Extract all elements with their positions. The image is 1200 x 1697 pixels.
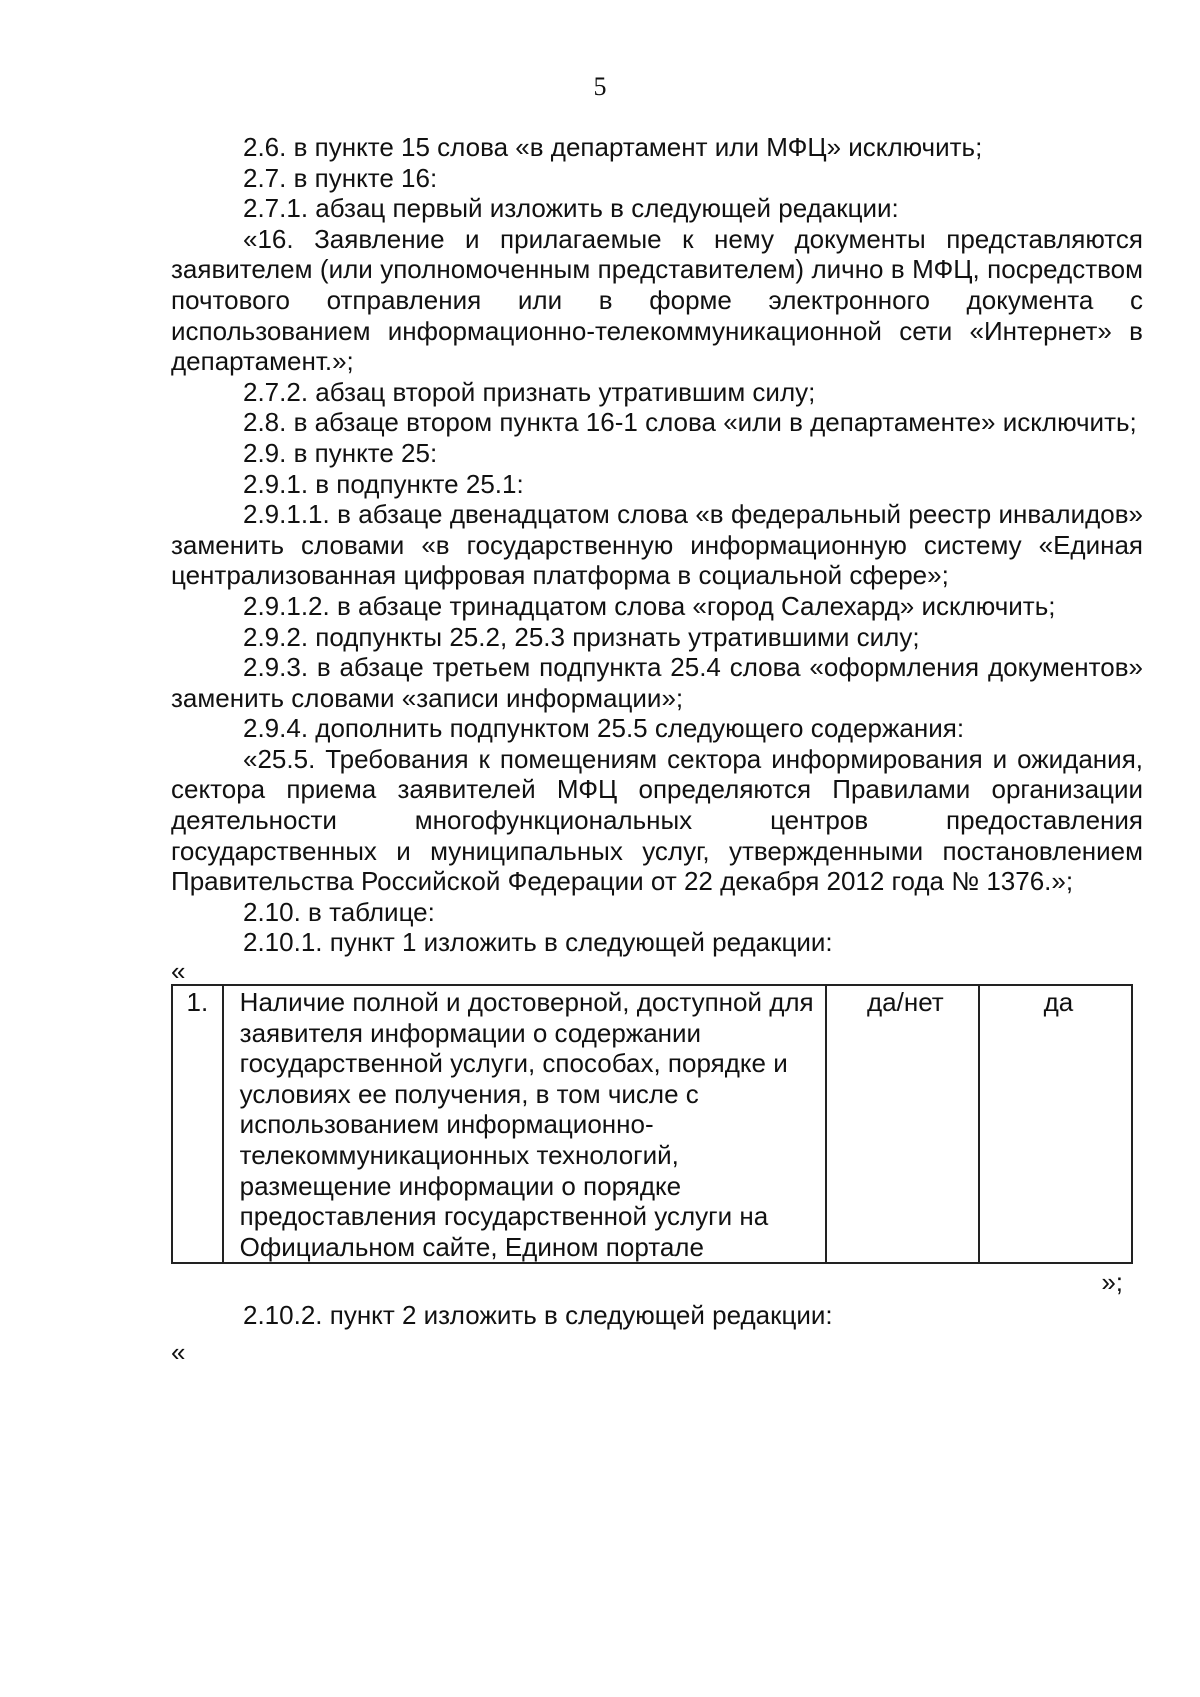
norm-value-cell: да bbox=[979, 985, 1132, 1263]
paragraph: 2.9.1. в подпункте 25.1: bbox=[243, 468, 524, 499]
paragraph: 2.9.3. в абзаце третьем подпункта 25.4 слова «оформления документов» заменить словами «записи информации»; bbox=[171, 652, 1143, 713]
criterion-cell: Наличие полной и достоверной, доступной для заявителя информации о содержании государственной услуги, способах, порядке и условиях ее получения, в том числе с использованием информационно-телекоммуникационных технологий, размещение информации о порядке предоставления государственной услуги на Официальном сайте, Едином портале bbox=[223, 985, 826, 1263]
table-row bbox=[172, 985, 1132, 1263]
open-quote-mark: « bbox=[171, 956, 186, 987]
paragraph: 2.8. в абзаце втором пункта 16-1 слова «или в департаменте» исключить; bbox=[243, 407, 1137, 438]
document-body bbox=[171, 132, 1143, 1365]
criteria-table bbox=[171, 984, 1133, 1264]
paragraph: 2.9.4. дополнить подпунктом 25.5 следующего содержания: bbox=[243, 713, 965, 744]
paragraph: 2.9.1.2. в абзаце тринадцатом слова «город Салехард» исключить; bbox=[243, 590, 1056, 621]
paragraph: 2.9. в пункте 25: bbox=[243, 437, 438, 468]
close-quote-mark: »; bbox=[1101, 1267, 1123, 1298]
paragraph: 2.9.1.1. в абзаце двенадцатом слова «в федеральный реестр инвалидов» заменить словами «в государственную информационную систему «Единая централизованная цифровая платформа в социальной сфере»; bbox=[171, 499, 1143, 591]
row-number-cell: 1. bbox=[172, 985, 223, 1263]
paragraph: 2.10.1. пункт 1 изложить в следующей редакции: bbox=[243, 927, 833, 958]
open-quote-mark-2: « bbox=[171, 1336, 186, 1367]
paragraph: 2.6. в пункте 15 слова «в департамент или МФЦ» исключить; bbox=[243, 132, 983, 162]
paragraph: «25.5. Требования к помещениям сектора информирования и ожидания, сектора приема заявителей МФЦ определяются Правилами организации деятельности многофункциональных центров предоставления государственных и муниципальных услуг, утвержденными постановлением Правительства Российской Федерации от 22 декабря 2012 года № 1376.»; bbox=[171, 743, 1143, 897]
paragraph: 2.7. в пункте 16: bbox=[243, 162, 438, 193]
paragraph: 2.7.1. абзац первый изложить в следующей редакции: bbox=[243, 193, 899, 224]
paragraph: 2.7.2. абзац второй признать утратившим силу; bbox=[243, 376, 816, 407]
paragraph: «16. Заявление и прилагаемые к нему документы представляются заявителем (или уполномоченным представителем) лично в МФЦ, посредством почтового отправления или в форме электронного документа с использованием информационно-телекоммуникационной сети «Интернет» в департамент.»; bbox=[171, 223, 1143, 377]
paragraph-after-table: 2.10.2. пункт 2 изложить в следующей редакции: bbox=[243, 1300, 833, 1331]
unit-cell: да/нет bbox=[826, 985, 979, 1263]
paragraph: 2.10. в таблице: bbox=[243, 896, 435, 927]
page-number: 5 bbox=[593, 72, 607, 101]
paragraph-list bbox=[171, 132, 1143, 958]
paragraph: 2.9.2. подпункты 25.2, 25.3 признать утратившими силу; bbox=[243, 621, 920, 652]
